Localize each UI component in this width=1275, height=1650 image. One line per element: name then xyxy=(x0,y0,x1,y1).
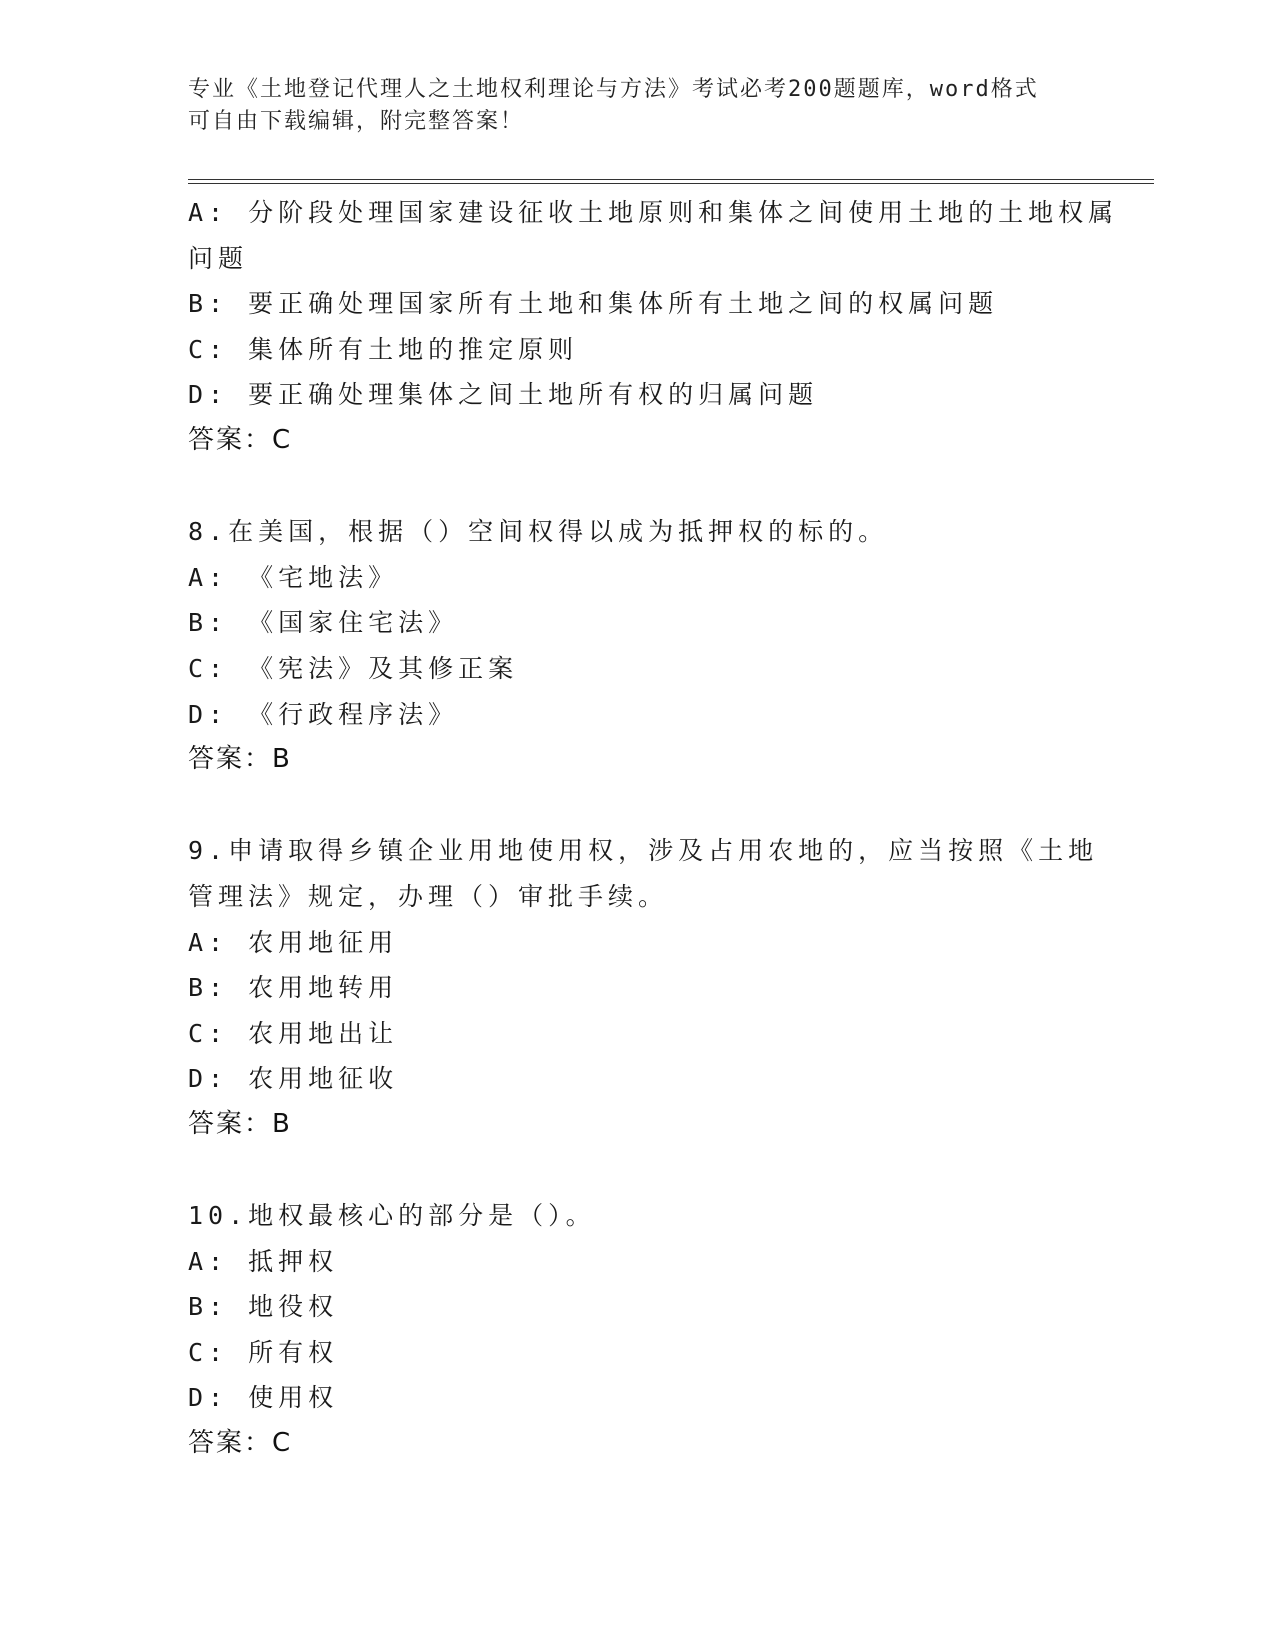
q7-option-a-line-2: 问题 xyxy=(188,243,249,273)
question-9-block xyxy=(188,828,1099,1147)
header-line-1: 专业《土地登记代理人之土地权利理论与方法》考试必考200题题库，word格式 xyxy=(188,77,1039,102)
q9-answer: 答案：B xyxy=(188,1108,292,1139)
q7-option-a-line-1: A: 分阶段处理国家建设征收土地原则和集体之间使用土地的土地权属 xyxy=(188,198,1119,227)
q8-option-c: C: 《宪法》及其修正案 xyxy=(188,653,519,683)
q9-option-d: D: 农用地征收 xyxy=(188,1064,399,1094)
q8-option-a: A: 《宅地法》 xyxy=(188,562,399,592)
spacer xyxy=(188,1147,1088,1193)
header-line-2: 可自由下载编辑，附完整答案！ xyxy=(188,109,525,134)
spacer xyxy=(188,783,1088,829)
q8-option-b: B: 《国家住宅法》 xyxy=(188,608,459,638)
q9-option-a: A: 农用地征用 xyxy=(188,927,399,957)
question-list xyxy=(188,190,1119,1467)
question-7-block xyxy=(188,190,1119,464)
q8-question: 8.在美国，根据（）空间权得以成为抵押权的标的。 xyxy=(188,517,889,547)
header-divider-top xyxy=(188,179,1154,180)
q9-question-line-1: 9.申请取得乡镇企业用地使用权，涉及占用农地的，应当按照《土地 xyxy=(188,836,1099,866)
q8-option-d: D: 《行政程序法》 xyxy=(188,699,459,729)
q10-option-a: A: 抵押权 xyxy=(188,1246,339,1276)
header-divider-bottom xyxy=(188,183,1154,184)
document-header xyxy=(188,74,1068,138)
spacer xyxy=(188,464,1088,510)
q9-question-line-2: 管理法》规定，办理（）审批手续。 xyxy=(188,881,669,911)
q7-option-c: C: 集体所有土地的推定原则 xyxy=(188,334,579,364)
q10-option-c: C: 所有权 xyxy=(188,1337,339,1367)
q7-answer: 答案：C xyxy=(188,424,293,455)
question-10-block xyxy=(188,1193,1088,1467)
q7-option-b: B: 要正确处理国家所有土地和集体所有土地之间的权属问题 xyxy=(188,289,999,319)
q10-option-d: D: 使用权 xyxy=(188,1383,339,1413)
q10-question: 10.地权最核心的部分是（）。 xyxy=(188,1201,596,1231)
q10-answer: 答案：C xyxy=(188,1428,293,1459)
q10-option-b: B: 地役权 xyxy=(188,1292,339,1322)
q9-option-b: B: 农用地转用 xyxy=(188,973,399,1003)
question-8-block xyxy=(188,509,1088,783)
q7-option-d: D: 要正确处理集体之间土地所有权的归属问题 xyxy=(188,380,819,410)
q9-option-c: C: 农用地出让 xyxy=(188,1018,399,1048)
q8-answer: 答案：B xyxy=(188,744,292,775)
